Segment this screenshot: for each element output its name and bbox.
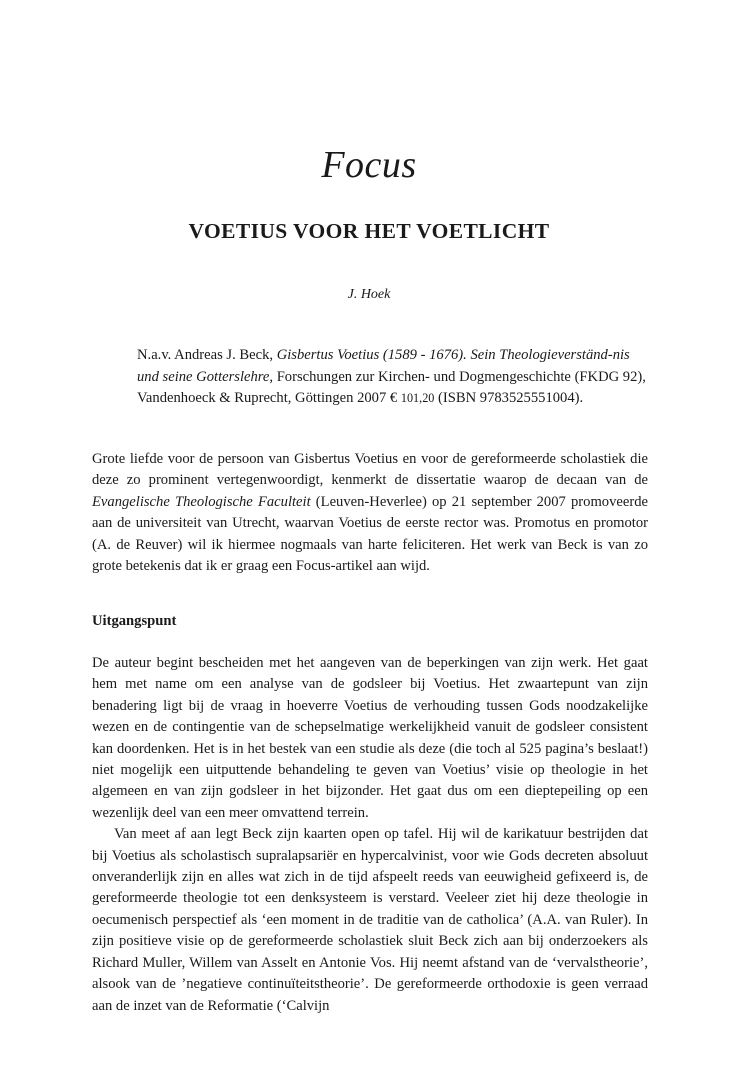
section-heading: Uitgangspunt bbox=[92, 613, 177, 629]
review-note-text bbox=[137, 345, 647, 410]
faculty-name: Evangelische Theologische Faculteit bbox=[92, 493, 311, 510]
section-label: Focus bbox=[321, 144, 417, 186]
body-paragraph-2: Van meet af aan legt Beck zijn kaarten open op tafel. Hij wil de karikatuur bestrijden dat bij Voetius als scholastisch supralapsariër en hypercalvinist, voor wie Gods decreten absoluut onveranderlijk zijn en alles wat zich in de tijd afspeelt reeds van eeuwigheid gefixeerd is, de gereformeerde theologie tot een denksysteem is verstard. Veeleer ziet hij deze theologie in oecumenisch perspectief als ‘een moment in de traditie van de catholica’ (A.A. van Ruler). In zijn positieve visie op de gereformeerde scholastiek sluit Beck zich aan bij onderzoekers als Richard Muller, Willem van Asselt en Antonie Vos. Hij neemt afstand van de ‘vervalstheorie’, alsook van de ’negatieve continuïteitstheorie’. De gereformeerde orthodoxie is geen verraad aan de inzet van de Reformatie (‘Calvijn bbox=[92, 826, 648, 1014]
author-name: J. Hoek bbox=[347, 287, 391, 302]
review-prefix: N.a.v. Andreas J. Beck, bbox=[137, 347, 277, 363]
review-note bbox=[137, 345, 647, 410]
intro-part1: Grote liefde voor de persoon van Gisbertus Voetius en voor de gereformeerde scholastiek die deze zo prominent vertegenwoordigt, kenmerkt de dissertatie waarop de decaan van de bbox=[92, 451, 648, 489]
review-isbn: (ISBN 9783525551004). bbox=[434, 390, 584, 407]
intro-part2: (Leuven-Heverlee) op 21 september 2007 promoveerde aan de universiteit van Utrecht, waarvan Voetius de eerste rector was. Promotus en promotor (A. de Reuver) wil ik hiermee nogmaals van harte feliciteren. Het werk van Beck is van zo grote betekenis dat ik er graag een Focus-artikel aan wijd. bbox=[92, 493, 648, 575]
review-details: Forschungen zur Kirchen- und Dogmengeschichte (FKDG 92), Vandenhoeck & Ruprecht, Göttingen 2007 € bbox=[137, 368, 646, 407]
intro-paragraph bbox=[92, 449, 648, 577]
review-book-title: Gisbertus Voetius (1589 - 1676). Sein Theologieverständ-nis und seine Gotterslehre, bbox=[137, 347, 630, 385]
review-price: 101,20 bbox=[400, 391, 435, 406]
article-title: VOETIUS VOOR HET VOETLICHT bbox=[188, 219, 550, 243]
body-paragraph-1: De auteur begint bescheiden met het aangeven van de beperkingen van zijn werk. Het gaat hem met name om een analyse van de godsleer bij Voetius. Het zwaartepunt van zijn benadering ligt bij de vraag in hoeverre Voetius de verhouding tussen Gods noodzakelijke wezen en de contingentie van de schepselmatige werkelijkheid vanuit de godsleer consistent kan doordenken. Het is in het bestek van een studie als deze (die toch al 525 pagina’s beslaat!) niet mogelijk een uitputtende behandeling te geven van Voetius’ visie op theologie in het algemeen en van zijn godsleer in het bijzonder. Het gaat dus om een dieptepeiling op een wezenlijk deel van een meer omvattend terrein. bbox=[92, 655, 648, 821]
intro-text bbox=[92, 449, 648, 577]
body-text bbox=[92, 653, 648, 1017]
